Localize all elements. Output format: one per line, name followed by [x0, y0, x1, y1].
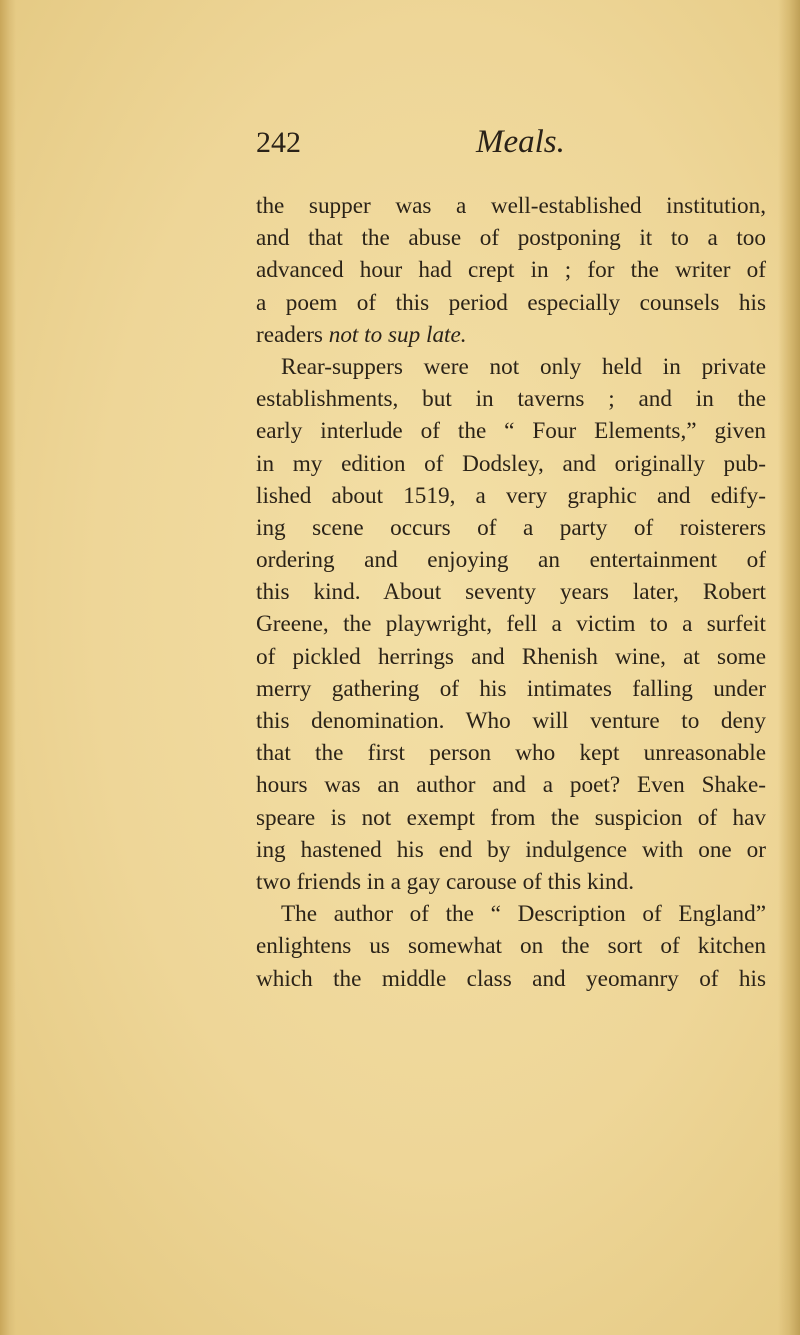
text-line — [256, 319, 766, 351]
text-line: in my edition of Dodsley, and originally pub- — [256, 450, 766, 477]
text-line: enlightens us somewhat on the sort of kitchen — [256, 933, 766, 960]
text-line: which the middle class and yeomanry of his — [256, 965, 766, 992]
page-header — [256, 120, 656, 170]
text-line: early interlude of the “ Four Elements,” given — [256, 418, 766, 445]
text-line: two friends in a gay carouse of this kind. — [256, 868, 634, 895]
text-line: Greene, the playwright, fell a victim to a surfeit — [256, 611, 766, 638]
text-line: ing hastened his end by indulgence with one or — [256, 836, 766, 863]
text-line: Rear-suppers were not only held in private — [281, 353, 766, 380]
text-line: lished about 1519, a very graphic and edify- — [256, 482, 766, 509]
text-line: hours was an author and a poet? Even Shake- — [256, 772, 766, 799]
text-line: a poem of this period especially counsels his — [256, 289, 766, 316]
body-text — [256, 190, 766, 995]
text-line: of pickled herrings and Rhenish wine, at some — [256, 643, 766, 670]
page-right-edge — [778, 0, 800, 1335]
running-head: Meals. — [476, 124, 565, 160]
italic-phrase: not to sup late. — [328, 321, 467, 348]
text-line: establishments, but in taverns ; and in the — [256, 386, 766, 413]
page-left-edge — [0, 0, 16, 1335]
text-line: this kind. About seventy years later, Robert — [256, 579, 766, 606]
text-line: ing scene occurs of a party of roisterers — [256, 514, 766, 541]
text-line: ordering and enjoying an entertainment of — [256, 547, 766, 574]
page-number: 242 — [256, 126, 301, 159]
text-line: speare is not exempt from the suspicion of hav — [256, 804, 766, 831]
text-line: merry gathering of his intimates falling under — [256, 675, 766, 702]
text-line: advanced hour had crept in ; for the writer of — [256, 257, 766, 284]
text-line: The author of the “ Description of England” — [281, 901, 766, 928]
text-run: readers — [256, 321, 323, 348]
text-line: that the first person who kept unreasonable — [256, 740, 766, 767]
text-line: the supper was a well-established institution, — [256, 193, 766, 219]
text-line: this denomination. Who will venture to deny — [256, 708, 766, 734]
text-line: and that the abuse of postponing it to a too — [256, 225, 766, 252]
